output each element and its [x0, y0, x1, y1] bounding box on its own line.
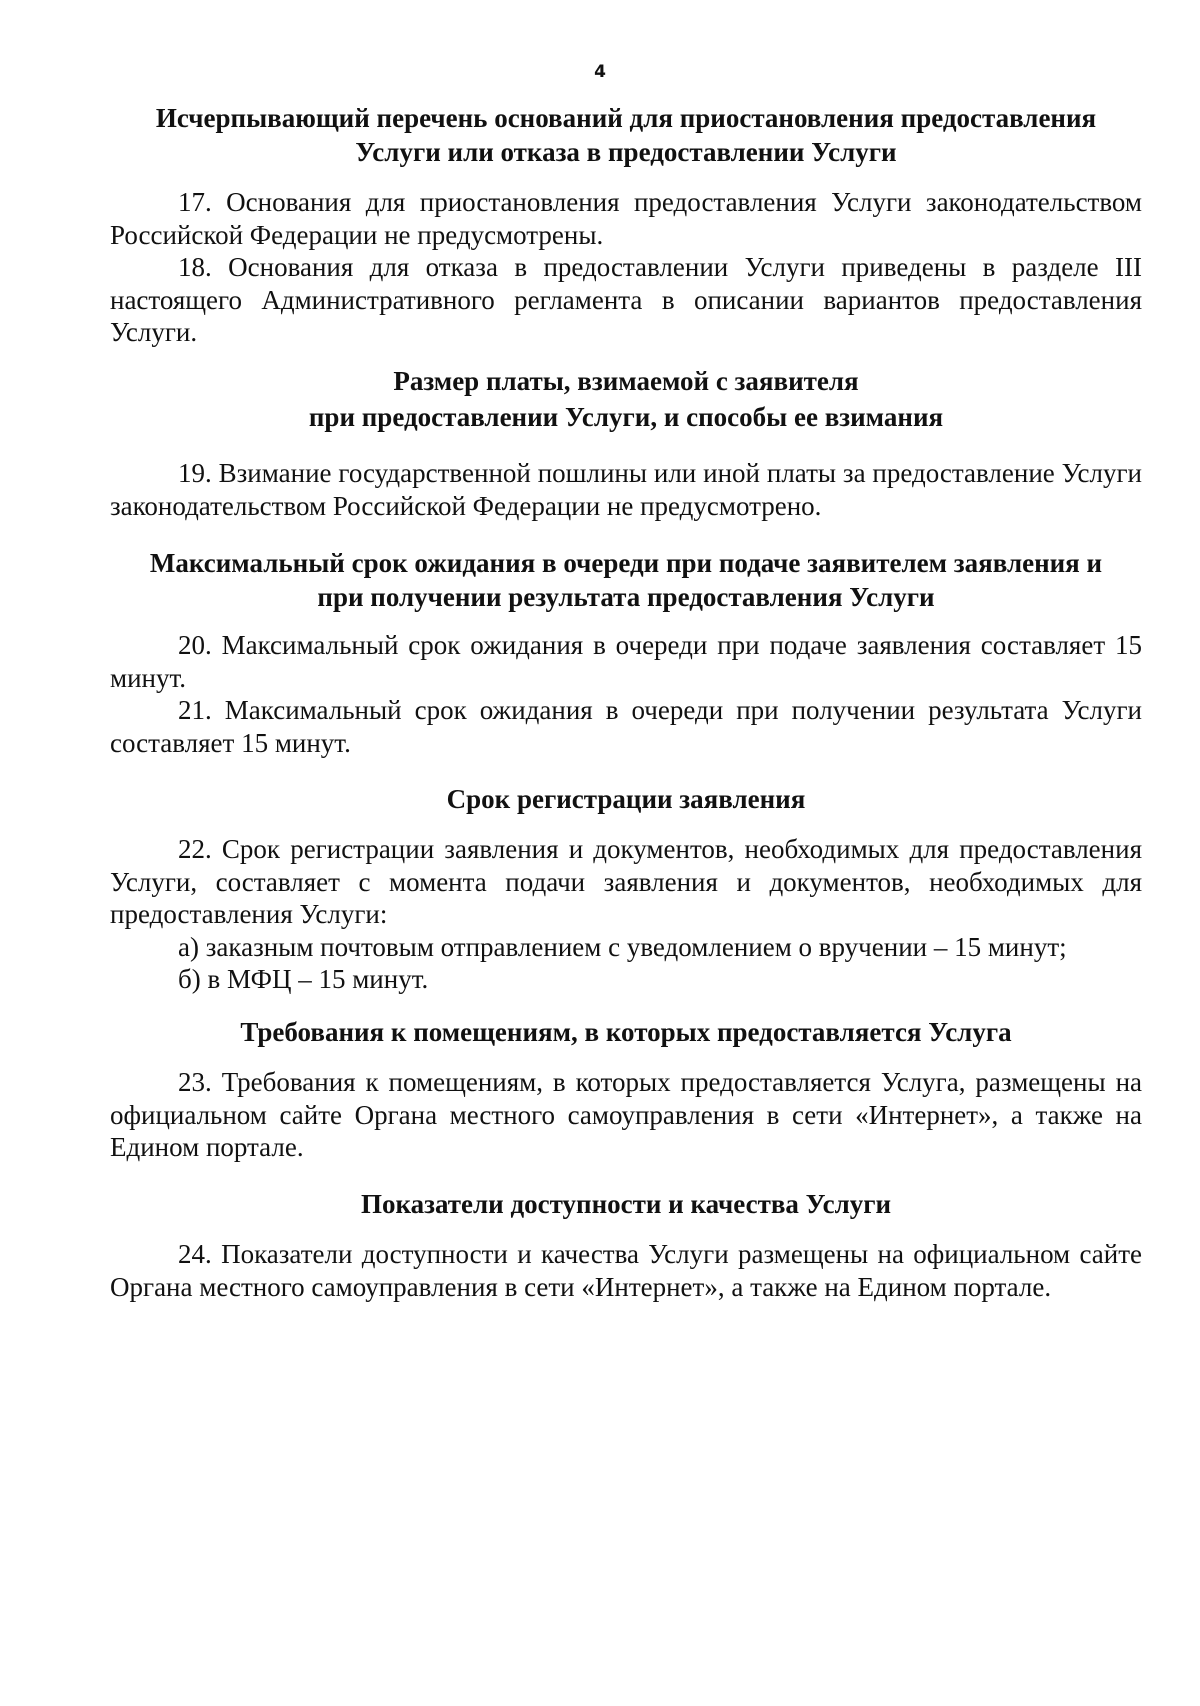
paragraph-20: 20. Максимальный срок ожидания в очереди при подаче заявления составляет 15 минут.: [110, 630, 1142, 693]
section-premises-heading: [110, 1015, 1142, 1049]
section-fee-body: [110, 457, 1142, 522]
section-registration-heading: [110, 782, 1142, 816]
paragraph-17: 17. Основания для приостановления предоставления Услуги законодательством Российской Федерации не предусмотрены.: [110, 187, 1142, 250]
section-queue-time-body: [110, 629, 1142, 759]
paragraph-23: 23. Требования к помещениям, в которых предоставляется Услуга, размещены на официальном сайте Органа местного самоуправления в сети «Интернет», а также на Едином портале.: [110, 1067, 1142, 1162]
section-suspension-grounds-body: [110, 186, 1142, 349]
section-queue-time-heading: [110, 546, 1142, 614]
section-quality-heading: [110, 1187, 1142, 1221]
section-registration-body: [110, 833, 1142, 996]
list-item-b: б) в МФЦ – 15 минут.: [178, 964, 429, 994]
paragraph-18: 18. Основания для отказа в предоставлении Услуги приведены в разделе III настоящего Административного регламента в описании вариантов предоставления Услуги.: [110, 252, 1142, 347]
section-quality-body: [110, 1238, 1142, 1303]
paragraph-21: 21. Максимальный срок ожидания в очереди при получении результата Услуги составляет 15 минут.: [110, 695, 1142, 758]
paragraph-24: 24. Показатели доступности и качества Услуги размещены на официальном сайте Органа местного самоуправления в сети «Интернет», а также на Едином портале.: [110, 1239, 1142, 1302]
section-heading-line: при предоставлении Услуги, и способы ее взимания: [308, 402, 944, 432]
section-suspension-grounds-heading: [110, 101, 1142, 169]
section-heading: Срок регистрации заявления: [446, 784, 806, 814]
section-heading-line: Исчерпывающий перечень оснований для приостановления предоставления: [155, 103, 1097, 133]
section-heading: Показатели доступности и качества Услуги: [360, 1189, 892, 1219]
section-heading-line: Максимальный срок ожидания в очереди при подаче заявителем заявления и: [149, 548, 1103, 578]
page-number: 4: [594, 62, 606, 82]
paragraph-22: 22. Срок регистрации заявления и документов, необходимых для предоставления Услуги, составляет с момента подачи заявления и документов, необходимых для предоставления Услуги:: [110, 834, 1142, 929]
section-heading-line: при получении результата предоставления Услуги: [317, 582, 935, 612]
list-item-a: а) заказным почтовым отправлением с уведомлением о вручении – 15 минут;: [178, 931, 1067, 962]
section-heading-line: Размер платы, взимаемой с заявителя: [393, 366, 859, 396]
section-fee-heading: [110, 364, 1142, 434]
section-heading: Требования к помещениям, в которых предоставляется Услуга: [240, 1017, 1012, 1047]
section-premises-body: [110, 1066, 1142, 1164]
paragraph-19: 19. Взимание государственной пошлины или иной платы за предоставление Услуги законодательством Российской Федерации не предусмотрено.: [110, 458, 1142, 521]
section-heading-line: Услуги или отказа в предоставлении Услуги: [355, 137, 897, 167]
